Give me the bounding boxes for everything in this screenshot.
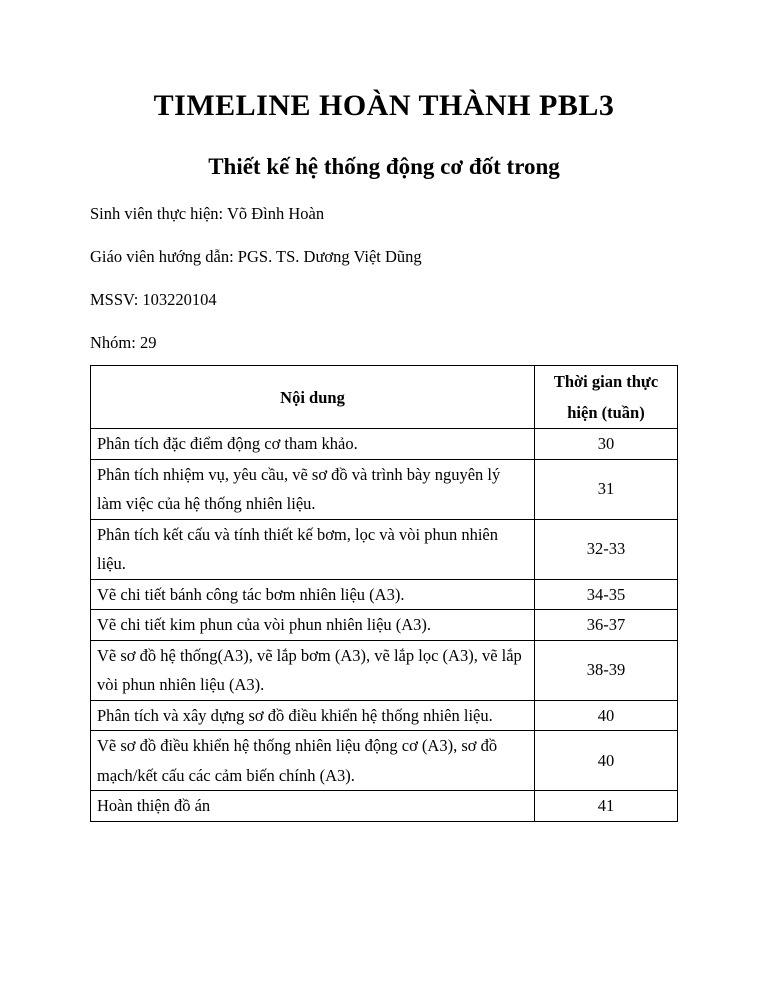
weeks-cell: 34-35 (535, 579, 678, 610)
group-line: Nhóm: 29 (90, 333, 157, 352)
student-name-line: Sinh viên thực hiện: Võ Đình Hoàn (90, 204, 325, 223)
table-row (91, 731, 678, 791)
table-row (91, 429, 678, 460)
content-column-header: Nội dung (91, 366, 535, 429)
task-cell: Vẽ chi tiết bánh công tác bơm nhiên liệu (A3). (91, 579, 535, 610)
header-row (91, 366, 678, 429)
weeks-cell: 41 (535, 791, 678, 822)
timeline-table-body (91, 429, 678, 822)
table-row (91, 610, 678, 641)
table-row (91, 640, 678, 700)
document-subtitle: Thiết kế hệ thống động cơ đốt trong (208, 154, 560, 179)
weeks-cell: 40 (535, 731, 678, 791)
weeks-cell: 30 (535, 429, 678, 460)
task-cell: Vẽ chi tiết kim phun của vòi phun nhiên liệu (A3). (91, 610, 535, 641)
table-row (91, 579, 678, 610)
document-title: TIMELINE HOÀN THÀNH PBL3 (153, 89, 615, 122)
student-id-line: MSSV: 103220104 (90, 290, 217, 309)
weeks-cell: 40 (535, 700, 678, 731)
advisor-line: Giáo viên hướng dẫn: PGS. TS. Dương Việt Dũng (90, 247, 422, 266)
timeline-table-header (91, 366, 678, 429)
task-cell: Phân tích đặc điểm động cơ tham khảo. (91, 429, 535, 460)
task-cell: Phân tích và xây dựng sơ đồ điều khiển hệ thống nhiên liệu. (91, 700, 535, 731)
task-cell: Phân tích kết cấu và tính thiết kế bơm, lọc và vòi phun nhiên liệu. (91, 519, 535, 579)
weeks-cell: 31 (535, 459, 678, 519)
task-cell: Phân tích nhiệm vụ, yêu cầu, vẽ sơ đồ và trình bày nguyên lý làm việc của hệ thống nhiên liệu. (91, 459, 535, 519)
weeks-cell: 38-39 (535, 640, 678, 700)
table-row (91, 700, 678, 731)
table-row (91, 459, 678, 519)
task-cell: Vẽ sơ đồ điều khiển hệ thống nhiên liệu động cơ (A3), sơ đồ mạch/kết cấu các cảm biến chính (A3). (91, 731, 535, 791)
weeks-column-header: Thời gian thực hiện (tuần) (535, 366, 678, 429)
weeks-cell: 36-37 (535, 610, 678, 641)
task-cell: Hoàn thiện đồ án (91, 791, 535, 822)
table-row (91, 791, 678, 822)
task-cell: Vẽ sơ đồ hệ thống(A3), vẽ lắp bơm (A3), vẽ lắp lọc (A3), vẽ lắp vòi phun nhiên liệu (A3). (91, 640, 535, 700)
table-row (91, 519, 678, 579)
timeline-table (90, 365, 678, 822)
weeks-cell: 32-33 (535, 519, 678, 579)
